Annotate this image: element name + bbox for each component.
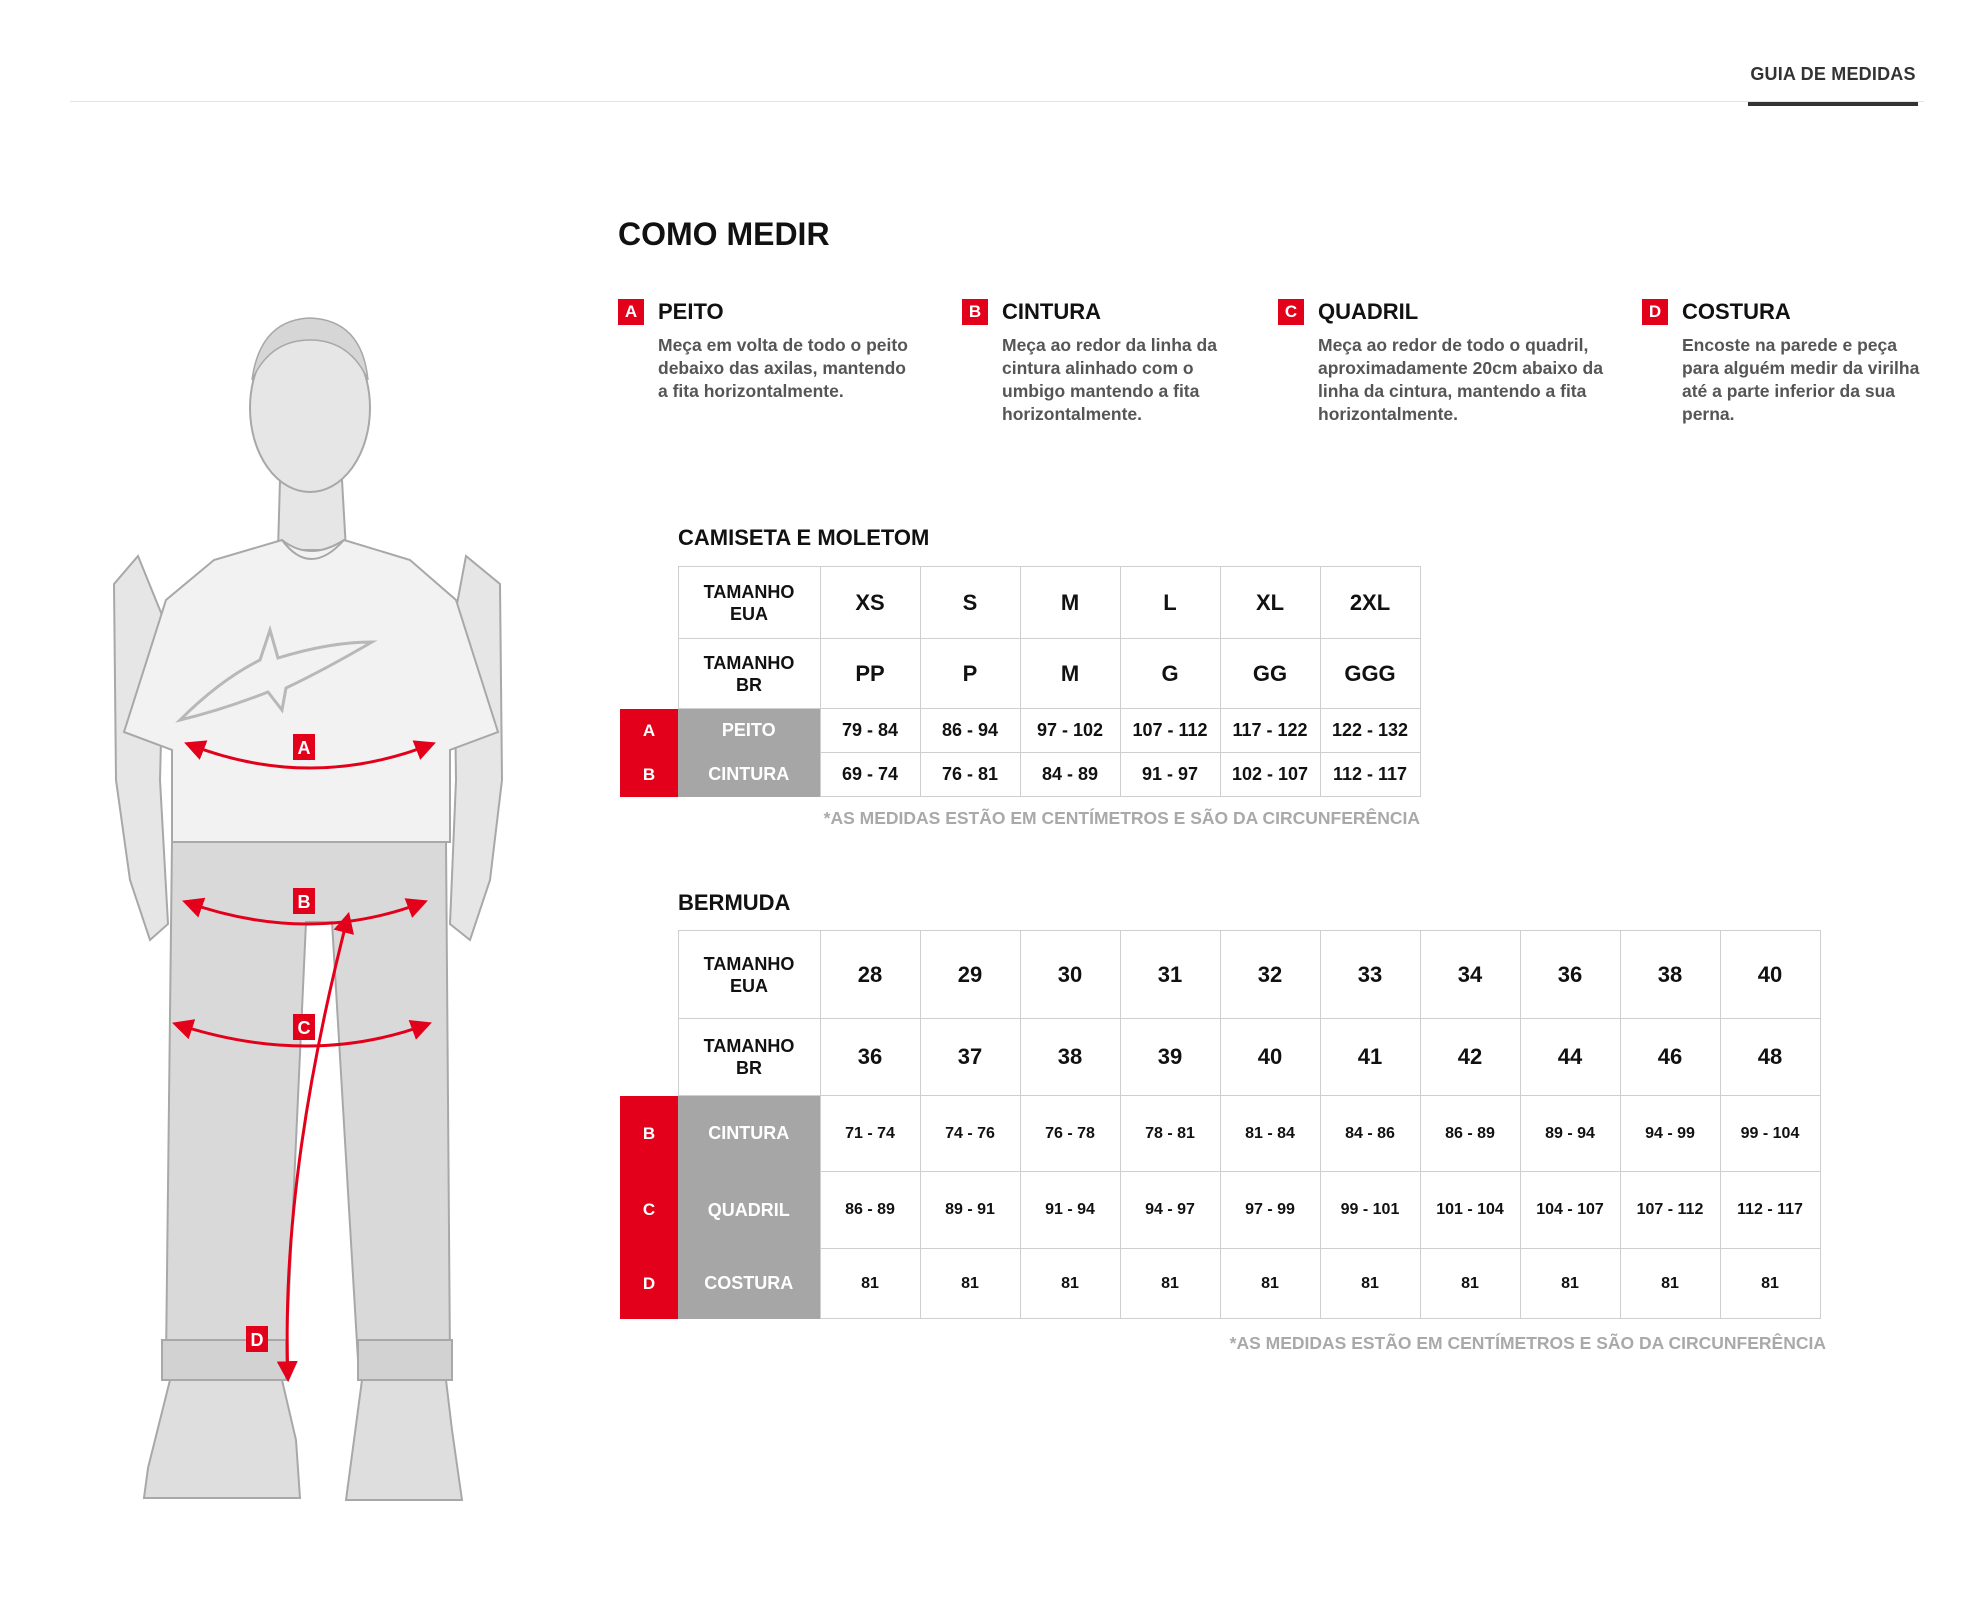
instruction-hip <box>1278 298 1603 426</box>
instruction-inseam <box>1642 298 1919 426</box>
us-size-label: TAMANHO EUA <box>678 931 820 1019</box>
instruction-title: COSTURA <box>1682 299 1791 324</box>
size-cell: 34 <box>1420 931 1520 1019</box>
row-key-badge: B <box>620 753 678 797</box>
measurement-cell: 81 <box>1320 1249 1420 1319</box>
measurement-cell: 99 - 101 <box>1320 1172 1420 1249</box>
size-cell: M <box>1020 567 1120 639</box>
measurement-cell: 86 - 94 <box>920 709 1020 753</box>
size-cell: 28 <box>820 931 920 1019</box>
shorts-table-title: BERMUDA <box>678 890 791 915</box>
size-cell: 36 <box>1520 931 1620 1019</box>
body-measurement-figure <box>110 180 530 1530</box>
measurement-label: CINTURA <box>678 1096 820 1172</box>
blank-cell <box>620 567 678 639</box>
measurement-label: PEITO <box>678 709 820 753</box>
shirt-table-note: *AS MEDIDAS ESTÃO EM CENTÍMETROS E SÃO DA CIRCUNFERÊNCIA <box>823 808 1420 828</box>
table-row <box>620 1096 1820 1172</box>
marker-c <box>293 1014 315 1040</box>
measurement-cell: 97 - 102 <box>1020 709 1120 753</box>
size-cell: S <box>920 567 1020 639</box>
measurement-cell: 81 <box>820 1249 920 1319</box>
size-cell: XL <box>1220 567 1320 639</box>
measurement-cell: 94 - 99 <box>1620 1096 1720 1172</box>
marker-b <box>293 888 315 914</box>
table-row <box>620 1249 1820 1319</box>
measurement-cell: 104 - 107 <box>1520 1172 1620 1249</box>
size-cell: 40 <box>1220 1019 1320 1096</box>
blank-cell <box>620 931 678 1019</box>
measurement-cell: 81 <box>1620 1249 1720 1319</box>
size-cell: M <box>1020 639 1120 709</box>
table-row <box>620 753 1420 797</box>
blank-cell <box>620 1019 678 1096</box>
table-row <box>620 639 1420 709</box>
measurement-cell: 107 - 112 <box>1620 1172 1720 1249</box>
measurement-label: QUADRIL <box>678 1172 820 1249</box>
measurement-cell: 76 - 78 <box>1020 1096 1120 1172</box>
measurement-cell: 91 - 94 <box>1020 1172 1120 1249</box>
measurement-label: CINTURA <box>678 753 820 797</box>
size-cell: 29 <box>920 931 1020 1019</box>
size-cell: 2XL <box>1320 567 1420 639</box>
header-divider <box>70 101 1924 102</box>
shirt-size-table <box>620 566 1421 797</box>
measurement-cell: 81 <box>1720 1249 1820 1319</box>
measurement-cell: 81 <box>1020 1249 1120 1319</box>
measurement-cell: 117 - 122 <box>1220 709 1320 753</box>
size-cell: 32 <box>1220 931 1320 1019</box>
size-cell: 36 <box>820 1019 920 1096</box>
size-cell: 38 <box>1020 1019 1120 1096</box>
row-key-badge: A <box>620 709 678 753</box>
svg-text:D: D <box>250 1330 264 1350</box>
measurement-cell: 86 - 89 <box>1420 1096 1520 1172</box>
svg-text:C: C <box>297 1018 311 1038</box>
table-row <box>620 1172 1820 1249</box>
table-row <box>620 931 1820 1019</box>
row-key-badge: C <box>620 1172 678 1249</box>
size-cell: GG <box>1220 639 1320 709</box>
size-cell: GGG <box>1320 639 1420 709</box>
measurement-cell: 74 - 76 <box>920 1096 1020 1172</box>
how-to-measure-title: COMO MEDIR <box>618 216 830 252</box>
instruction-text: Meça ao redor da linha da cintura alinhado com o umbigo mantendo a fita horizontalmente. <box>1002 335 1217 424</box>
instruction-title: CINTURA <box>1002 299 1101 324</box>
measurement-cell: 79 - 84 <box>820 709 920 753</box>
measurement-cell: 91 - 97 <box>1120 753 1220 797</box>
instruction-title: QUADRIL <box>1318 299 1419 324</box>
badge-b: B <box>962 299 988 325</box>
size-cell: 46 <box>1620 1019 1720 1096</box>
measurement-cell: 86 - 89 <box>820 1172 920 1249</box>
instruction-waist <box>962 298 1217 426</box>
measurement-cell: 112 - 117 <box>1720 1172 1820 1249</box>
measurement-cell: 89 - 94 <box>1520 1096 1620 1172</box>
instruction-title: PEITO <box>658 299 724 324</box>
size-cell: 42 <box>1420 1019 1520 1096</box>
badge-a: A <box>618 299 644 325</box>
size-cell: 37 <box>920 1019 1020 1096</box>
measurement-cell: 122 - 132 <box>1320 709 1420 753</box>
table-row <box>620 709 1420 753</box>
size-cell: 30 <box>1020 931 1120 1019</box>
size-cell: 44 <box>1520 1019 1620 1096</box>
marker-a <box>293 734 315 760</box>
shirt-table-title: CAMISETA E MOLETOM <box>678 525 930 550</box>
measurement-cell: 81 - 84 <box>1220 1096 1320 1172</box>
measurement-cell: 99 - 104 <box>1720 1096 1820 1172</box>
size-cell: 31 <box>1120 931 1220 1019</box>
shorts-table-note: *AS MEDIDAS ESTÃO EM CENTÍMETROS E SÃO DA CIRCUNFERÊNCIA <box>1229 1333 1826 1353</box>
tab-size-guide[interactable]: GUIA DE MEDIDAS <box>1748 64 1918 106</box>
size-cell: G <box>1120 639 1220 709</box>
size-cell: PP <box>820 639 920 709</box>
br-size-label: TAMANHO BR <box>678 1019 820 1096</box>
measurement-cell: 81 <box>920 1249 1020 1319</box>
measurement-cell: 71 - 74 <box>820 1096 920 1172</box>
badge-d: D <box>1642 299 1668 325</box>
size-cell: XS <box>820 567 920 639</box>
row-key-badge: D <box>620 1249 678 1319</box>
size-cell: 40 <box>1720 931 1820 1019</box>
us-size-label: TAMANHO EUA <box>678 567 820 639</box>
size-cell: 33 <box>1320 931 1420 1019</box>
br-size-label: TAMANHO BR <box>678 639 820 709</box>
measurement-cell: 101 - 104 <box>1420 1172 1520 1249</box>
measurement-cell: 81 <box>1520 1249 1620 1319</box>
svg-text:B: B <box>297 892 311 912</box>
instruction-text: Encoste na parede e peça para alguém medir da virilha até a parte inferior da sua perna. <box>1682 335 1920 424</box>
size-cell: P <box>920 639 1020 709</box>
measurement-label: COSTURA <box>678 1249 820 1319</box>
svg-text:A: A <box>297 738 311 758</box>
size-cell: 41 <box>1320 1019 1420 1096</box>
measurement-cell: 69 - 74 <box>820 753 920 797</box>
measurement-cell: 94 - 97 <box>1120 1172 1220 1249</box>
measurement-cell: 76 - 81 <box>920 753 1020 797</box>
size-cell: L <box>1120 567 1220 639</box>
measurement-cell: 81 <box>1120 1249 1220 1319</box>
instruction-text: Meça ao redor de todo o quadril, aproximadamente 20cm abaixo da linha da cintura, mantendo a fita horizontalmente. <box>1318 335 1603 424</box>
measurement-cell: 78 - 81 <box>1120 1096 1220 1172</box>
measurement-cell: 81 <box>1220 1249 1320 1319</box>
instruction-text: Meça em volta de todo o peito debaixo das axilas, mantendo a fita horizontalmente. <box>658 335 908 401</box>
measurement-cell: 81 <box>1420 1249 1520 1319</box>
row-key-badge: B <box>620 1096 678 1172</box>
shorts-size-table <box>620 930 1821 1319</box>
measurement-cell: 89 - 91 <box>920 1172 1020 1249</box>
table-row <box>620 567 1420 639</box>
measurement-cell: 84 - 89 <box>1020 753 1120 797</box>
instruction-chest <box>618 298 908 403</box>
table-row <box>620 1019 1820 1096</box>
measurement-cell: 112 - 117 <box>1320 753 1420 797</box>
measurement-cell: 102 - 107 <box>1220 753 1320 797</box>
size-cell: 38 <box>1620 931 1720 1019</box>
size-cell: 48 <box>1720 1019 1820 1096</box>
size-cell: 39 <box>1120 1019 1220 1096</box>
measurement-cell: 97 - 99 <box>1220 1172 1320 1249</box>
measurement-cell: 107 - 112 <box>1120 709 1220 753</box>
marker-d <box>246 1326 268 1352</box>
badge-c: C <box>1278 299 1304 325</box>
measurement-cell: 84 - 86 <box>1320 1096 1420 1172</box>
blank-cell <box>620 639 678 709</box>
